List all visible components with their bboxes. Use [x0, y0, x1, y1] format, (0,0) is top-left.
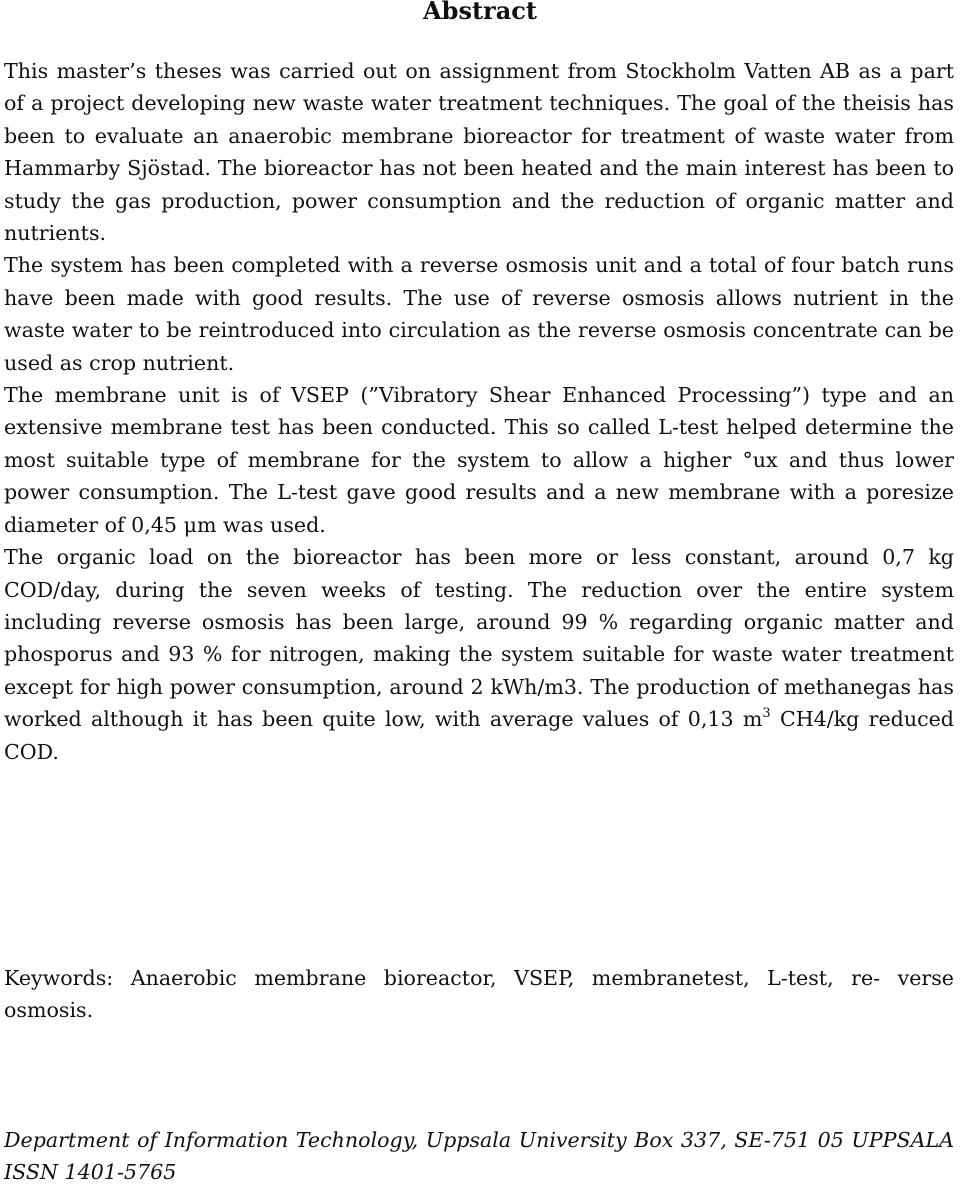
abstract-paragraph-4 — [4, 541, 954, 768]
page-title: Abstract — [423, 0, 537, 25]
abstract-paragraph-1: This master’s theses was carried out on assignment from Stockholm Vatten AB as a part of a project developing new waste water treatment techniques. The goal of the theisis has been to evaluate an anaerobic membrane bioreactor for treatment of waste water from Hammarby Sjöstad. The bioreactor has not been heated and the main interest has been to study the gas production, power consumption and the reduction of organic matter and nutrients. — [4, 59, 954, 246]
abstract-paragraph-3: The membrane unit is of VSEP (”Vibratory Shear Enhanced Processing”) type and an extensive membrane test has been conducted. This so called L-test helped determine the most suitable type of membrane for the system to allow a higher °ux and thus lower power consumption. The L-test gave good results and a new membrane with a poresize diameter of 0,45 μm was used. — [4, 383, 954, 537]
keywords-line: Keywords: Anaerobic membrane bioreactor, VSEP, membranetest, L-test, re- verse osmosis. — [4, 966, 954, 1023]
footer-affiliation: Department of Information Technology, Uppsala University Box 337, SE-751 05 UPPSALA ISSN 1401-5765 — [4, 1128, 954, 1185]
abstract-paragraph-2: The system has been completed with a reverse osmosis unit and a total of four batch runs have been made with good results. The use of reverse osmosis allows nutrient in the waste water to be reintroduced into circulation as the reverse osmosis concentrate can be used as crop nutrient. — [4, 253, 954, 375]
abstract-body — [4, 55, 954, 768]
paragraph-4-text: The organic load on the bioreactor has been more or less constant, around 0,7 kg COD/day, during the seven weeks of testing. The reduction over the entire system including reverse osmosis has been large, around 99 % regarding organic matter and phosporus and 93 % for nitrogen, making the system suitable for waste water treatment except for high power consumption, around 2 kWh/m3. The production of methanegas has worked although it has been quite low, with average values of 0,13 m — [4, 545, 954, 732]
paragraph-4-tail: CH4/kg reduced COD. — [4, 707, 954, 764]
superscript-exponent: 3 — [762, 706, 771, 722]
